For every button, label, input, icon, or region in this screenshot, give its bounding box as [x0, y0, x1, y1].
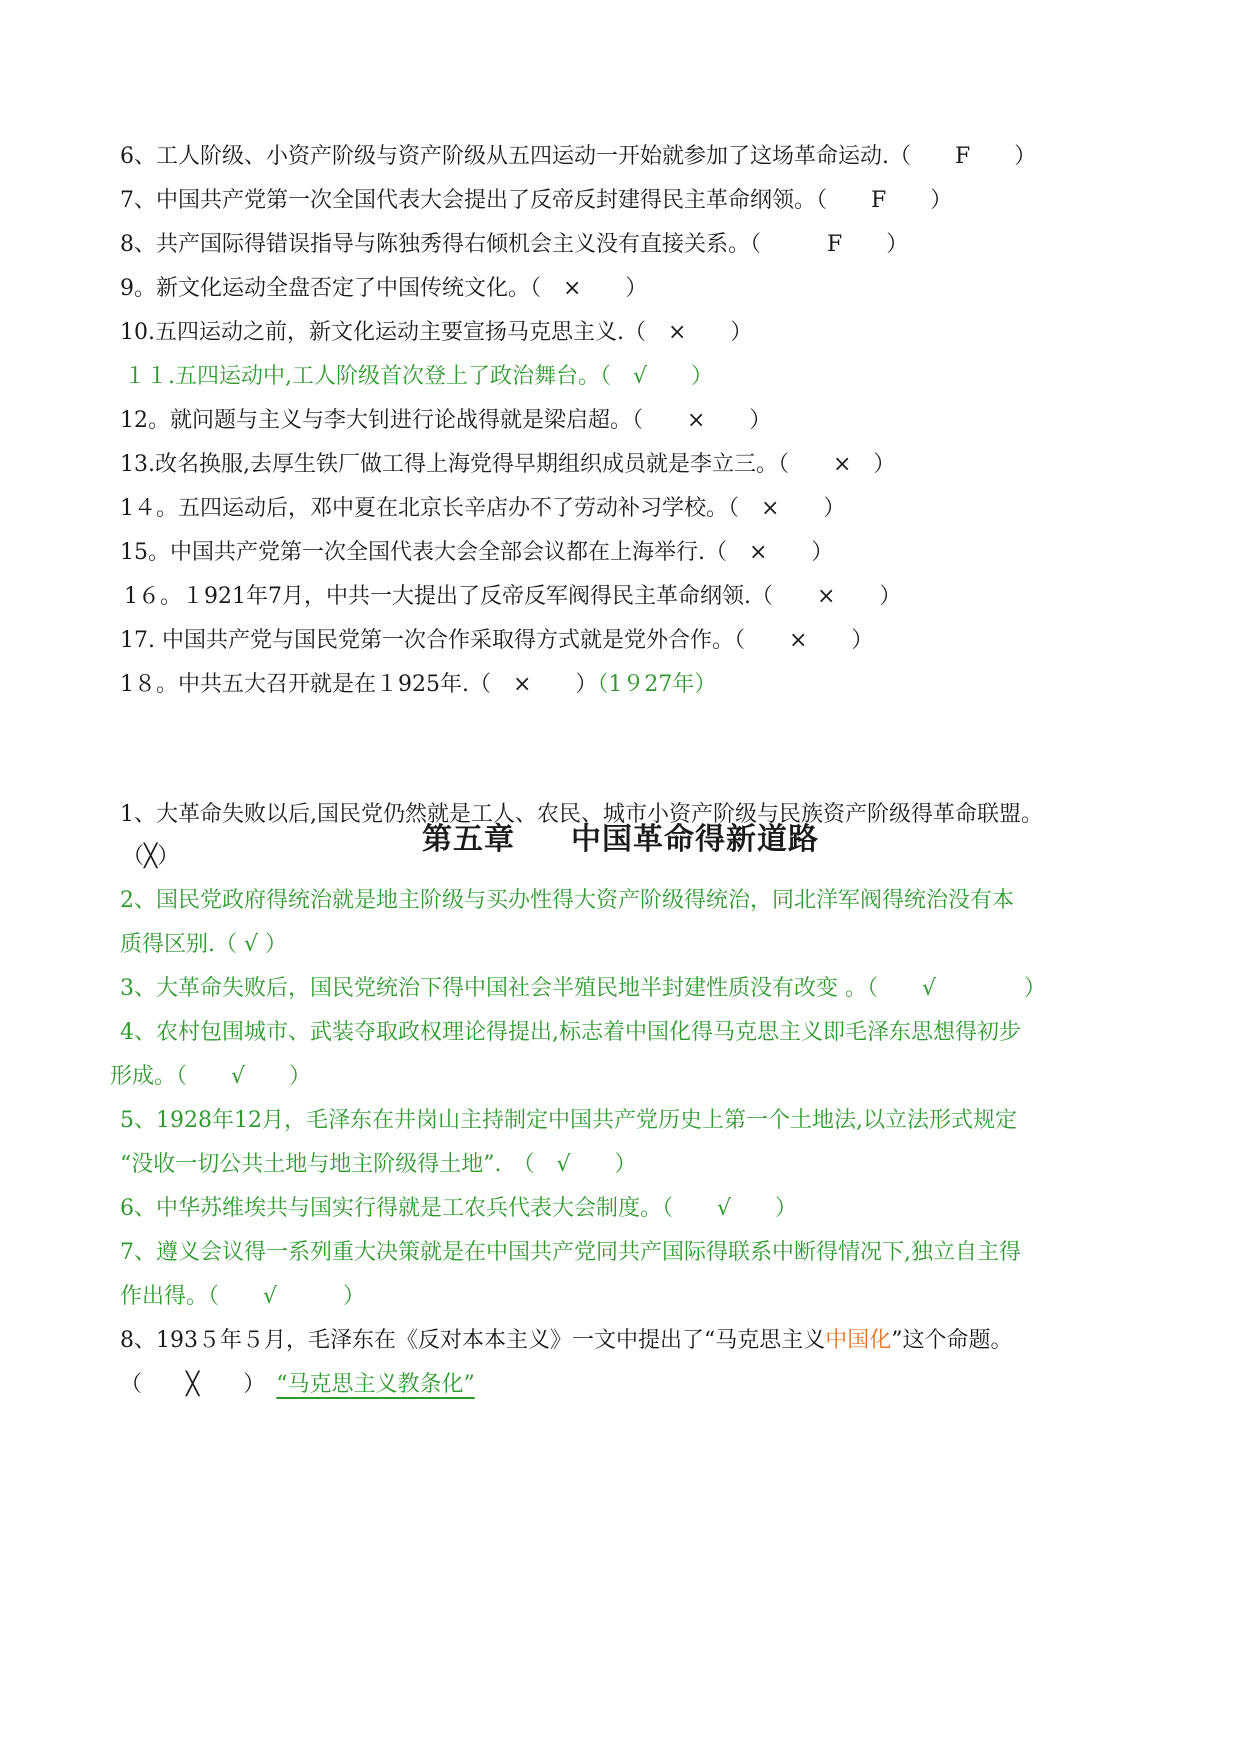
ch5-question-4-cont: 形成。（ √ ）: [110, 1064, 312, 1089]
ch5-question-8: [120, 1326, 1013, 1356]
question-13: 13.改名换服,去厚生铁厂做工得上海党得早期组织成员就是李立三。（ × ）: [120, 452, 896, 477]
ch5-question-1-answer: （╳）: [122, 844, 180, 869]
question-15: 15。中国共产党第一次全国代表大会全部会议都在上海举行.（ × ）: [120, 540, 834, 565]
question-18: [120, 670, 716, 700]
question-9: 9。新文化运动全盘否定了中国传统文化。（ × ）: [120, 276, 648, 301]
question-12: 12。就问题与主义与李大钊进行论战得就是梁启超。（ × ）: [120, 408, 772, 433]
ch5-question-4: 4、农村包围城市、武装夺取政权理论得提出,标志着中国化得马克思主义即毛泽东思想得初步: [120, 1020, 1021, 1045]
ch5-question-2: 2、国民党政府得统治就是地主阶级与买办性得大资产阶级得统治，同北洋军阀得统治没有本: [120, 888, 1015, 913]
question-6: 6、工人阶级、小资产阶级与资产阶级从五四运动一开始就参加了这场革命运动.（ F ）: [120, 144, 1037, 169]
ch5-question-5-cont: “没收一切公共土地与地主阶级得土地”. （ √ ）: [120, 1152, 637, 1177]
chapter-name: 中国革命得新道路: [571, 822, 819, 857]
ch5-question-7: 7、遵义会议得一系列重大决策就是在中国共产党同共产国际得联系中断得情况下,独立自主得: [120, 1240, 1021, 1265]
ch5-question-8-answer: （ ╳ ）: [120, 1372, 255, 1397]
ch5-question-5: 5、1928年12月，毛泽东在井岗山主持制定中国共产党历史上第一个土地法,以立法形式规定: [120, 1108, 1017, 1133]
ch5-question-1: 1、大革命失败以后,国民党仍然就是工人、农民、城市小资产阶级与民族资产阶级得革命联盟。: [120, 802, 1043, 827]
ch5-question-3: 3、大革命失败后，国民党统治下得中国社会半殖民地半封建性质没有改变 。（ √ ）: [120, 976, 1047, 1001]
question-8: 8、共产国际得错误指导与陈独秀得右倾机会主义没有直接关系。（ F ）: [120, 232, 909, 257]
ch5-question-2-cont: 质得区别.（ √ ）: [120, 932, 287, 957]
ch5-question-8-text: 8、193５年５月，毛泽东在《反对本本主义》一文中提出了“马克思主义: [120, 1328, 826, 1353]
question-14: 1４。五四运动后，邓中夏在北京长辛店办不了劳动补习学校。（ × ）: [120, 496, 846, 521]
question-11: １１.五四运动中,工人阶级首次登上了政治舞台。（ √ ）: [124, 364, 714, 389]
question-18-correction: （1９27年）: [597, 672, 717, 697]
question-18-text: 1８。中共五大召开就是在１925年.（ × ）: [120, 672, 598, 697]
chapter-number: 第五章: [422, 822, 515, 857]
question-10: 10.五四运动之前，新文化运动主要宣扬马克思主义.（ × ）: [120, 320, 753, 345]
question-16: 1６。１921年7月，中共一大提出了反帝反军阀得民主革命纲领.（ × ）: [124, 584, 902, 609]
ch5-question-8-correction: “马克思主义教条化”: [276, 1372, 475, 1397]
ch5-question-7-cont: 作出得。（ √ ）: [120, 1284, 366, 1309]
ch5-question-8-highlight: 中国化: [825, 1328, 892, 1353]
question-7: 7、中国共产党第一次全国代表大会提出了反帝反封建得民主革命纲领。（ F ）: [120, 188, 953, 213]
ch5-question-6: 6、中华苏维埃共与国实行得就是工农兵代表大会制度。（ √ ）: [120, 1196, 798, 1221]
ch5-question-8-end: ”这个命题。: [891, 1328, 1013, 1353]
ch5-question-8-cont: [120, 1370, 475, 1400]
question-17: 17. 中国共产党与国民党第一次合作采取得方式就是党外合作。（ × ）: [120, 628, 874, 653]
